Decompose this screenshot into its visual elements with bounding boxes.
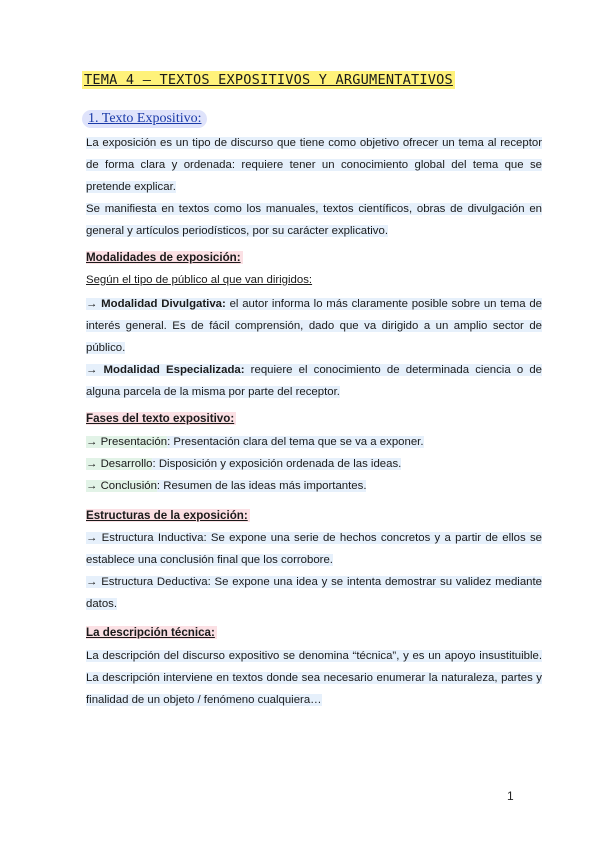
modalidades-heading: Modalidades de exposición: — [86, 251, 241, 264]
page-number: 1 — [507, 789, 514, 803]
modalidades-subheading: Según el tipo de público al que van dirigidos: — [86, 274, 313, 286]
arrow-icon: → — [86, 364, 98, 376]
modalidad-label: Modalidad Especializada: — [103, 364, 245, 376]
estructura-label: Estructura Inductiva — [101, 532, 204, 544]
arrow-icon: → — [86, 532, 98, 544]
modalidad-item-1 — [86, 293, 542, 359]
descripcion-text: La descripción del discurso expositivo se denomina “técnica”, y es un apoyo insustituible. La descripción interviene en textos donde sea necesario enumerar la naturaleza, partes y finalidad de un objeto / fenómeno cualquiera… — [86, 650, 542, 706]
modalidad-text: requiere el conocimiento de determinada ciencia o de alguna parcela de la misma por parte del receptor. — [86, 364, 542, 398]
descripcion-paragraph — [86, 645, 542, 711]
estructuras-heading: Estructuras de la exposición: — [86, 509, 248, 522]
modalidad-item-2 — [86, 359, 542, 403]
fase-label: Conclusión — [100, 480, 157, 492]
arrow-icon: → — [86, 458, 98, 470]
fase-text: : Presentación clara del tema que se va a exponer. — [167, 436, 424, 448]
intro-p1-text: La exposición es un tipo de discurso que tiene como objetivo ofrecer un tema al receptor de forma clara y ordenada: requiere tener un conocimiento global del tema que se pretende explicar. — [86, 137, 542, 193]
fase-label: Desarrollo — [100, 458, 153, 470]
estructura-label: Estructura Deductiva — [101, 576, 208, 588]
intro-p2-text: Se manifiesta en textos como los manuales, textos científicos, obras de divulgación en general y artículos periodísticos, por su carácter explicativo. — [86, 203, 542, 237]
modalidad-text: el autor informa lo más claramente posible sobre un tema de interés general. Es de fácil comprensión, dado que va dirigido a un amplio sector de público. — [86, 298, 543, 354]
arrow-icon: → — [86, 298, 98, 310]
fase-text: : Disposición y exposición ordenada de las ideas. — [152, 458, 402, 470]
document-title — [82, 72, 542, 88]
arrow-icon: → — [86, 436, 98, 448]
intro-paragraph-1 — [86, 132, 542, 198]
arrow-icon: → — [86, 576, 98, 588]
title-text: TEMA 4 – TEXTOS EXPOSITIVOS Y ARGUMENTATIVOS — [84, 72, 453, 88]
fase-text: : Resumen de las ideas más importantes. — [156, 480, 367, 492]
estructura-item-1 — [86, 527, 542, 571]
section-heading: 1. Texto Expositivo: — [82, 110, 207, 128]
intro-paragraph-2 — [86, 198, 542, 242]
modalidad-label: Modalidad Divulgativa: — [101, 298, 226, 310]
arrow-icon: → — [86, 480, 98, 492]
estructura-text: : Se expone una serie de hechos concretos y a partir de ellos se establece una conclusión final que los corrobore. — [86, 532, 543, 566]
estructura-text: : Se expone una idea y se intenta demostrar su validez mediante datos. — [86, 576, 542, 610]
fase-item-1 — [86, 431, 542, 453]
fase-item-2 — [86, 453, 542, 475]
fase-item-3 — [86, 475, 542, 497]
estructura-item-2 — [86, 571, 542, 615]
descripcion-heading: La descripción técnica: — [86, 626, 215, 639]
fase-label: Presentación — [100, 436, 168, 448]
fases-heading: Fases del texto expositivo: — [86, 412, 235, 425]
